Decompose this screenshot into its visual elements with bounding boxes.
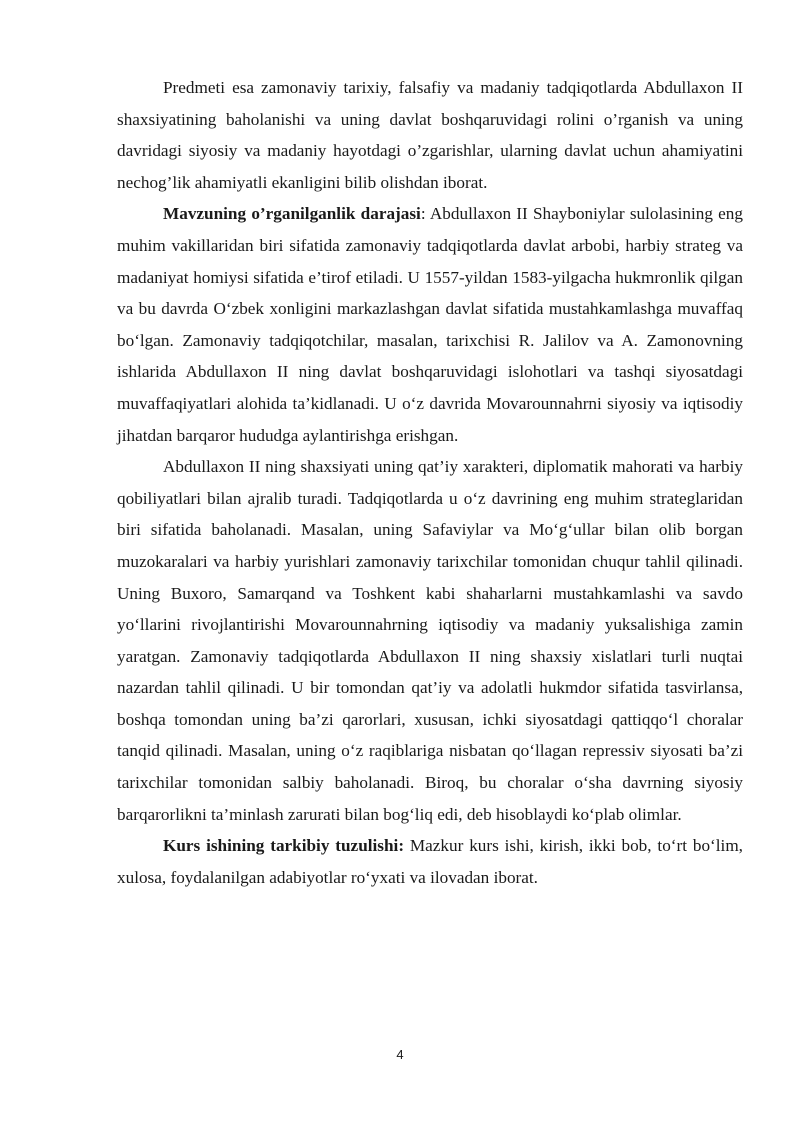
paragraph-personality [117, 451, 743, 830]
paragraph-structure [117, 830, 743, 893]
paragraph-heading: Mavzuning o’rganilganlik darajasi [163, 204, 421, 224]
paragraph-text: : Abdullaxon II Shayboniylar sulolasining eng muhim vakillaridan biri sifatida zamonaviy tadqiqotlarda davlat arbobi, harbiy strateg va madaniyat homiysi sifatida e’tirof etiladi. U 1557-yildan 1583-yilgacha hukmronlik qilgan va bu davrda O‘zbek xonligini markazlashgan davlat sifatida mustahkamlashga muvaffaq bo‘lgan. Zamonaviy tadqiqotchilar, masalan, tarixchisi R. Jalilov va A. Zamonovning ishlarida Abdullaxon II ning davlat boshqaruvidagi islohotlari va tashqi siyosatdagi muvaffaqiyatlari alohida ta’kidlanadi. U o‘z davrida Movarounnahrni siyosiy va iqtisodiy jihatdan barqaror hududga aylantirishga erishgan. [117, 204, 743, 445]
document-body [117, 72, 743, 893]
paragraph-subject [117, 72, 743, 198]
paragraph-text: Abdullaxon II ning shaxsiyati uning qat’iy xarakteri, diplomatik mahorati va harbiy qobiliyatlari bilan ajralib turadi. Tadqiqotlarda u o‘z davrining eng muhim strateglaridan biri sifatida baholanadi. Masalan, uning Safaviylar va Mo‘g‘ullar bilan olib borgan muzokaralari va harbiy yurishlari zamonaviy tarixchilar tomonidan chuqur tahlil qilinadi. Uning Buxoro, Samarqand va Toshkent kabi shaharlarni mustahkamlashi va savdo yo‘llarini rivojlantirishi Movarounnahrning iqtisodiy va madaniy yuksalishiga zamin yaratgan. Zamonaviy tadqiqotlarda Abdullaxon II ning shaxsiy xislatlari turli nuqtai nazardan tahlil qilinadi. U bir tomondan qat’iy va adolatli hukmdor sifatida tasvirlansa, boshqa tomondan uning ba’zi qarorlari, xususan, ichki siyosatdagi qattiqqo‘l choralar tanqid qilinadi. Masalan, uning o‘z raqiblariga nisbatan qo‘llagan repressiv siyosati ba’zi tarixchilar tomonidan salbiy baholanadi. Biroq, bu choralar o‘sha davrning siyosiy barqarorlikni ta’minlash zarurati bilan bog‘liq edi, deb hisoblaydi ko‘plab olimlar. [117, 457, 743, 824]
paragraph-text: Mazkur kurs ishi, kirish, ikki bob, to‘rt bo‘lim, xulosa, foydalanilgan adabiyotlar ro‘yxati va ilovadan iborat. [117, 836, 743, 887]
paragraph-heading: Kurs ishining tarkibiy tuzulishi: [163, 836, 405, 856]
page-number: 4 [396, 1047, 404, 1062]
paragraph-research-degree [117, 198, 743, 451]
paragraph-text: Predmeti esa zamonaviy tarixiy, falsafiy va madaniy tadqiqotlarda Abdullaxon II shaxsiyatining baholanishi va uning davlat boshqaruvidagi rolini o’rganish va uning davridagi siyosiy va madaniy hayotdagi o’zgarishlar, ularning davlat uchun ahamiyatini nechog’lik ahamiyatli ekanligini bilib olishdan iborat. [117, 78, 743, 192]
